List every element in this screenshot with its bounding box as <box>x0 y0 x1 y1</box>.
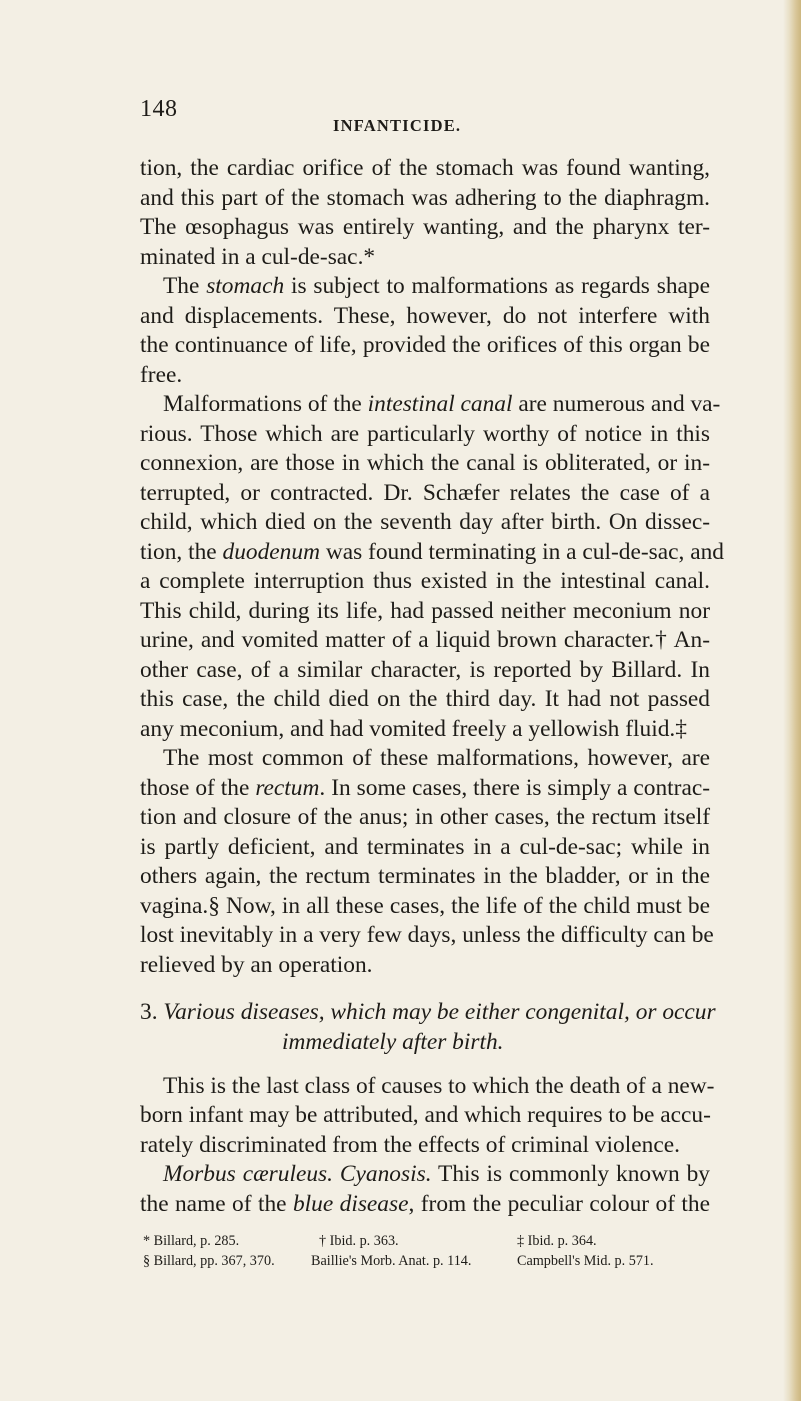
footnote: ‡ Ibid. p. 364. <box>517 1233 597 1249</box>
text-line: child, which died on the seventh day after birth. On dissec- <box>140 509 710 535</box>
footnote-row <box>143 1231 703 1251</box>
section-number: 3. <box>140 999 158 1025</box>
text-line: free. <box>140 362 183 388</box>
text-line: other case, of a similar character, is reported by Billard. In <box>140 657 710 683</box>
page-edge <box>783 0 801 1401</box>
text-line: terrupted, or contracted. Dr. Schæfer relates the case of a <box>140 480 710 506</box>
text-line: The most common of these malformations, however, are <box>163 745 710 771</box>
text-line: a complete interruption thus existed in the intestinal canal. <box>140 568 710 594</box>
emphasis-term: stomach <box>206 273 285 299</box>
text-line: rately discriminated from the effects of criminal violence. <box>140 1132 680 1158</box>
text-line: connexion, are those in which the canal is obliterated, or in- <box>140 450 710 476</box>
text-line: is partly deficient, and terminates in a cul-de-sac; while in <box>140 834 710 860</box>
text-line: The œsophagus was entirely wanting, and the pharynx ter- <box>140 214 710 240</box>
text-line: those of the rectum. In some cases, there is simply a contrac- <box>140 775 710 801</box>
footnote: † Ibid. p. 363. <box>319 1233 399 1249</box>
text-line: lost inevitably in a very few days, unless the difficulty can be <box>140 922 714 948</box>
text-line: this case, the child died on the third day. It had not passed <box>140 686 710 712</box>
text-line: tion, the duodenum was found terminating in a cul-de-sac, and <box>140 539 724 565</box>
text-line: others again, the rectum terminates in the bladder, or in the <box>140 863 710 889</box>
footnote: Campbell's Mid. p. 571. <box>517 1253 654 1269</box>
emphasis-term: intestinal canal <box>367 391 513 417</box>
footnote: Baillie's Morb. Anat. p. 114. <box>311 1253 472 1269</box>
text-line: the name of the blue disease, from the peculiar colour of the <box>140 1191 710 1217</box>
footnote: § Billard, pp. 367, 370. <box>143 1253 275 1269</box>
emphasis-term: blue disease <box>292 1191 409 1217</box>
text-line: This child, during its life, had passed neither meconium nor <box>140 598 710 624</box>
text-line: tion, the cardiac orifice of the stomach was found wanting, <box>140 155 710 181</box>
emphasis-term: duodenum <box>222 539 320 565</box>
text-line: Morbus cæruleus. Cyanosis. This is commonly known by <box>163 1161 710 1187</box>
text-line: The stomach is subject to malformations as regards shape <box>163 273 710 299</box>
section-heading <box>140 997 716 1027</box>
text-line: minated in a cul-de-sac.* <box>140 244 376 270</box>
text-line: vagina.§ Now, in all these cases, the life of the child must be <box>140 893 710 919</box>
page-number: 148 <box>140 96 178 122</box>
section-heading-line: immediately after birth. <box>282 1029 504 1055</box>
emphasis-term: Cyanosis. <box>339 1161 432 1187</box>
emphasis-term: rectum <box>255 775 320 801</box>
text-line: Malformations of the intestinal canal are numerous and va- <box>163 391 721 417</box>
text-line: relieved by an operation. <box>140 952 373 978</box>
emphasis-term: Morbus cæruleus. <box>163 1161 333 1187</box>
text-line: tion and closure of the anus; in other cases, the rectum itself <box>140 804 710 830</box>
text-line: the continuance of life, provided the orifices of this organ be <box>140 332 710 358</box>
text-line: and this part of the stomach was adhering to the diaphragm. <box>140 185 710 211</box>
text-line: urine, and vomited matter of a liquid brown character.† An- <box>140 627 710 653</box>
text-line: This is the last class of causes to which the death of a new- <box>163 1073 715 1099</box>
text-line: born infant may be attributed, and which requires to be accu- <box>140 1102 711 1128</box>
footnote: * Billard, p. 285. <box>143 1233 240 1249</box>
footnote-row <box>143 1251 703 1271</box>
section-heading-line: Various diseases, which may be either congenital, or occur <box>163 999 716 1025</box>
text-line: rious. Those which are particularly worthy of notice in this <box>140 421 710 447</box>
text-line: any meconium, and had vomited freely a yellowish fluid.‡ <box>140 716 687 742</box>
running-head: INFANTICIDE. <box>333 116 462 135</box>
text-line: and displacements. These, however, do not interfere with <box>140 303 710 329</box>
